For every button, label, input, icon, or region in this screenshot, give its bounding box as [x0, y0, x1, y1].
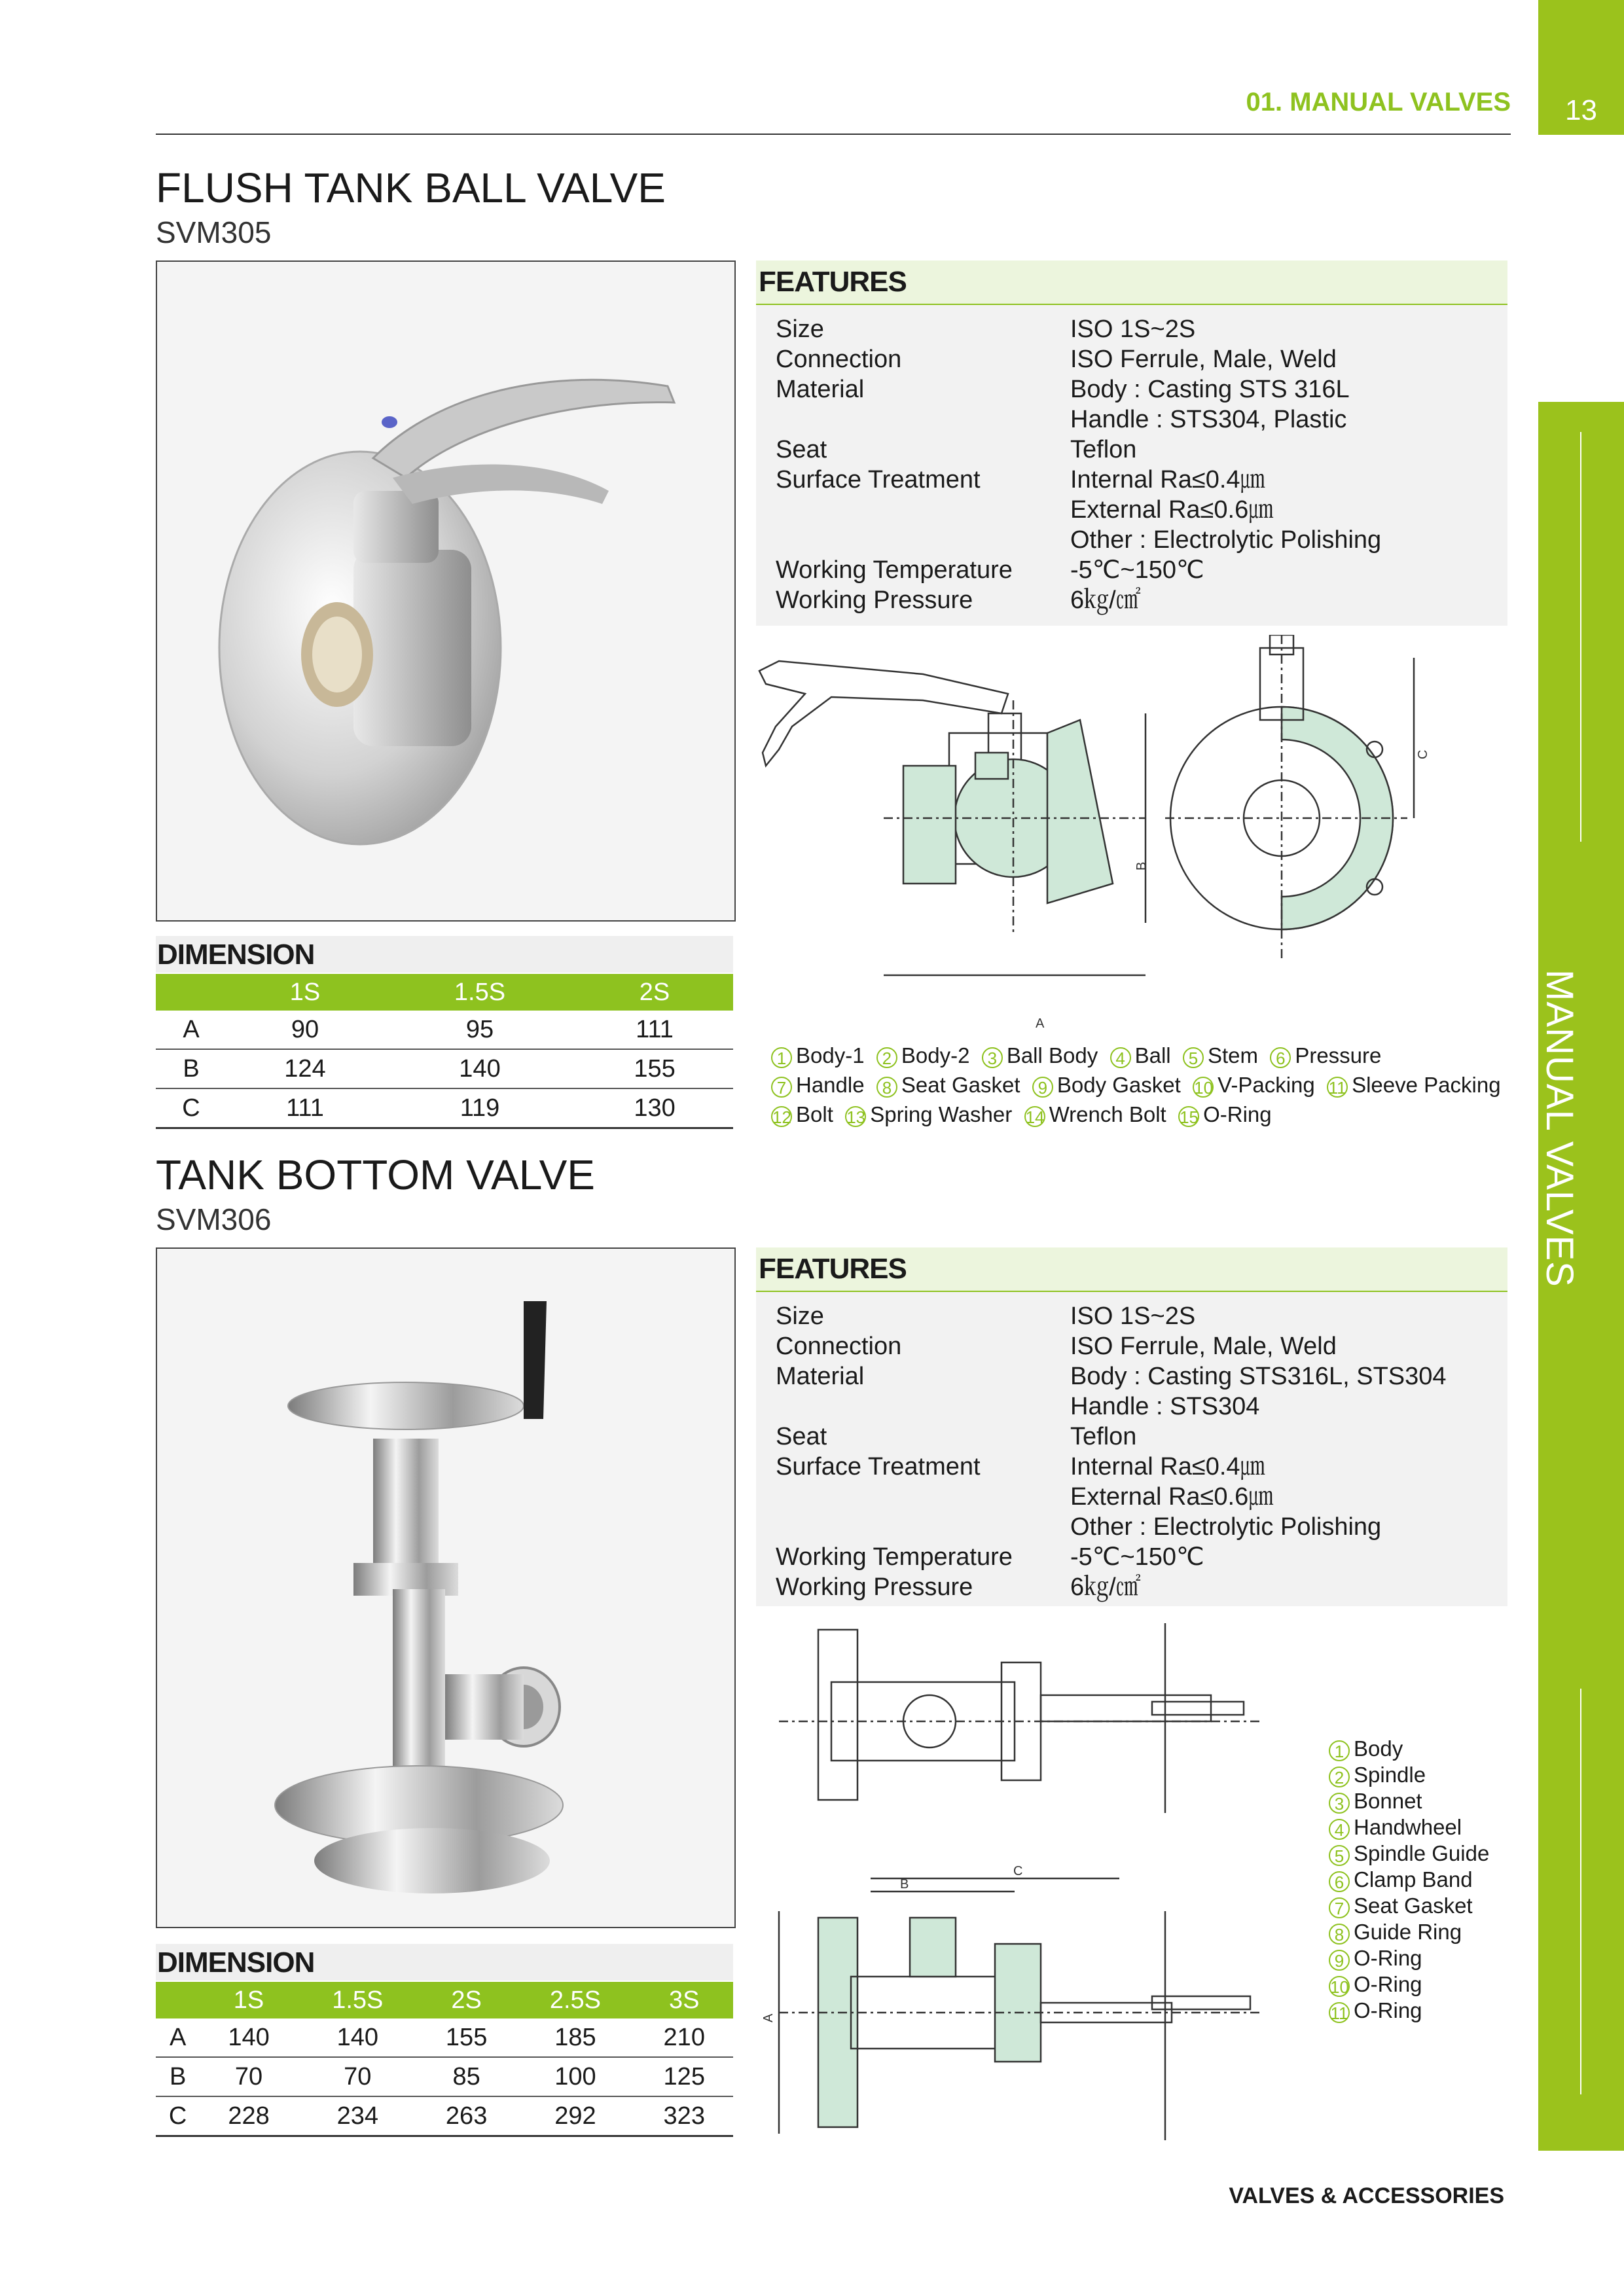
table-cell: 85: [418, 2057, 515, 2096]
part-name: Wrench Bolt: [1049, 1102, 1166, 1126]
table-cell: 95: [384, 1011, 576, 1049]
table-cell: 140: [200, 2018, 297, 2057]
list-item: [1329, 1971, 1525, 1998]
feature-row: [756, 1422, 1507, 1452]
table-cell: 140: [384, 1049, 576, 1088]
list-item: [1329, 1945, 1525, 1971]
feature-row: [756, 1301, 1507, 1331]
table-cell: B: [156, 1049, 226, 1088]
part-number-badge: 4: [1329, 1819, 1350, 1840]
list-item: [1329, 1788, 1525, 1814]
ball-valve-technical-drawing: [753, 635, 1506, 1028]
features-list: [756, 1292, 1507, 1606]
feature-value: External Ra≤0.6㎛: [1070, 1483, 1274, 1511]
side-tab-label: MANUAL VALVES: [1538, 969, 1581, 1287]
part-name: Spring Washer: [870, 1102, 1013, 1126]
feature-value: -5℃~150℃: [1070, 1543, 1204, 1571]
feature-label: [756, 1391, 1070, 1422]
part-name: Guide Ring: [1354, 1920, 1462, 1944]
feature-row: [756, 1361, 1507, 1391]
table-cell: A: [156, 2018, 200, 2057]
part-number-badge: 10: [1330, 1977, 1349, 1997]
part-name: Stem: [1207, 1043, 1258, 1067]
feature-value: Internal Ra≤0.4㎛: [1070, 1453, 1265, 1480]
table-row: [156, 1011, 733, 1049]
part-name: Handwheel: [1354, 1815, 1462, 1839]
part-name: Bonnet: [1354, 1789, 1422, 1813]
product-photo: [156, 260, 736, 922]
part-number-badge: 9: [1329, 1950, 1350, 1971]
feature-value: -5℃~150℃: [1070, 556, 1204, 584]
table-header-cell: 1S: [200, 1982, 297, 2018]
part-name: Spindle Guide: [1354, 1841, 1490, 1865]
product-title: FLUSH TANK BALL VALVE: [156, 164, 666, 211]
feature-value: ISO Ferrule, Male, Weld: [1070, 1333, 1337, 1360]
feature-value: External Ra≤0.6㎛: [1070, 496, 1274, 524]
feature-label: Seat: [776, 1423, 827, 1450]
list-item: [1329, 1814, 1525, 1840]
page-number-tab: [1538, 0, 1624, 135]
part-number-badge: 15: [1180, 1107, 1199, 1127]
list-item: [1329, 1919, 1525, 1945]
feature-value: ISO 1S~2S: [1070, 315, 1196, 343]
table-cell: 70: [298, 2057, 418, 2096]
part-name: Spindle: [1354, 1763, 1426, 1787]
part-number-badge: 8: [1329, 1924, 1350, 1945]
part-number-badge: 14: [1025, 1107, 1045, 1127]
feature-label: Connection: [776, 346, 902, 373]
table-header-cell: 2S: [576, 974, 733, 1011]
dimension-heading: DIMENSION: [157, 1946, 315, 1979]
table-cell: B: [156, 2057, 200, 2096]
table-cell: 292: [515, 2096, 635, 2136]
dimension-label-c: C: [1416, 749, 1430, 759]
part-number-badge: 5: [1183, 1047, 1204, 1068]
part-name: V-Packing: [1218, 1073, 1315, 1097]
table-cell: 125: [636, 2057, 733, 2096]
table-cell: 185: [515, 2018, 635, 2057]
feature-value: Teflon: [1070, 1423, 1137, 1450]
part-number-badge: 13: [846, 1107, 866, 1127]
feature-label: Size: [776, 1302, 824, 1330]
table-cell: 130: [576, 1088, 733, 1128]
part-name: Clamp Band: [1354, 1867, 1473, 1892]
feature-row: [756, 404, 1507, 435]
table-cell: 155: [576, 1049, 733, 1088]
table-header-cell: 2.5S: [515, 1982, 635, 2018]
table-row: [156, 1088, 733, 1128]
feature-label: Seat: [776, 436, 827, 463]
feature-label: [756, 1512, 1070, 1542]
list-item: [1329, 1736, 1525, 1762]
part-number-badge: 3: [982, 1047, 1003, 1068]
table-cell: 70: [200, 2057, 297, 2096]
feature-value: Body : Casting STS316L, STS304: [1070, 1363, 1447, 1390]
feature-label: [756, 1482, 1070, 1512]
table-cell: 90: [226, 1011, 384, 1049]
footer-text: VALVES & ACCESSORIES: [1229, 2183, 1504, 2208]
product-photo: [156, 1247, 736, 1928]
feature-label: Material: [776, 376, 865, 403]
feature-label: Working Pressure: [776, 586, 973, 614]
feature-value: Handle : STS304, Plastic: [1070, 406, 1347, 433]
parts-legend: [1329, 1736, 1525, 2024]
feature-value: 6㎏/㎠: [1070, 1573, 1141, 1601]
part-number-badge: 3: [1329, 1793, 1350, 1814]
part-name: O-Ring: [1354, 1998, 1422, 2022]
features-heading: FEATURES: [759, 266, 907, 298]
product-title: TANK BOTTOM VALVE: [156, 1151, 595, 1198]
table-header-cell: 3S: [636, 1982, 733, 2018]
part-number-badge: 9: [1032, 1077, 1053, 1098]
section-title: 01. MANUAL VALVES: [1246, 88, 1511, 117]
feature-label: Connection: [776, 1333, 902, 1360]
parts-legend-line: [771, 1100, 1511, 1129]
part-number-badge: 11: [1327, 1077, 1348, 1098]
table-header-cell: 2S: [418, 1982, 515, 2018]
part-number-badge: 4: [1110, 1047, 1131, 1068]
feature-row: [756, 344, 1507, 374]
table-cell: A: [156, 1011, 226, 1049]
dimension-label-c: C: [1013, 1864, 1023, 1878]
table-cell: 210: [636, 2018, 733, 2057]
part-name: O-Ring: [1354, 1946, 1422, 1970]
feature-label: Material: [776, 1363, 865, 1390]
feature-label: Surface Treatment: [776, 1453, 981, 1480]
table-cell: 111: [226, 1088, 384, 1128]
table-cell: 234: [298, 2096, 418, 2136]
feature-row: [756, 1512, 1507, 1542]
features-list: [756, 305, 1507, 626]
part-number-badge: 8: [876, 1077, 897, 1098]
product-code: SVM306: [156, 1202, 272, 1236]
feature-label: [756, 525, 1070, 555]
dimension-heading-bar: [156, 936, 733, 973]
feature-label: Working Temperature: [776, 1543, 1013, 1571]
part-name: Body-2: [901, 1043, 970, 1067]
table-row: [156, 2057, 733, 2096]
feature-row: [756, 555, 1507, 585]
part-name: Bolt: [796, 1102, 833, 1126]
dimension-table: [156, 974, 733, 1129]
part-name: Seat Gasket: [901, 1073, 1020, 1097]
feature-row: [756, 1572, 1507, 1602]
feature-row: [756, 1452, 1507, 1482]
list-item: [1329, 1840, 1525, 1867]
part-number-badge: 12: [772, 1107, 791, 1127]
part-number-badge: 5: [1329, 1845, 1350, 1866]
page-number: 13: [1565, 94, 1597, 126]
part-number-badge: 7: [771, 1077, 792, 1098]
header-divider: [156, 134, 1511, 135]
part-number-badge: 11: [1329, 2002, 1350, 2023]
part-name: Ball: [1134, 1043, 1171, 1067]
part-number-badge: 6: [1270, 1047, 1291, 1068]
side-category-tab: [1538, 402, 1624, 2151]
table-cell: 124: [226, 1049, 384, 1088]
features-heading: FEATURES: [759, 1253, 907, 1285]
dimension-label-a: A: [761, 2013, 776, 2022]
parts-legend-line: [771, 1070, 1511, 1100]
part-name: Sleeve Packing: [1352, 1073, 1501, 1097]
dimension-label-a: A: [1036, 1016, 1045, 1028]
feature-label: [756, 404, 1070, 435]
feature-value: Body : Casting STS 316L: [1070, 376, 1350, 403]
part-number-badge: 2: [876, 1047, 897, 1068]
table-header-cell: 1S: [226, 974, 384, 1011]
list-item: [1329, 1893, 1525, 1919]
table-row: [156, 2018, 733, 2057]
tank-bottom-valve-technical-drawing: [753, 1617, 1329, 2153]
table-cell: 155: [418, 2018, 515, 2057]
part-number-badge: 2: [1329, 1767, 1350, 1787]
part-name: Body-1: [796, 1043, 865, 1067]
table-header-cell: 1.5S: [384, 974, 576, 1011]
part-number-badge: 10: [1194, 1078, 1214, 1098]
part-name: Seat Gasket: [1354, 1893, 1473, 1918]
dimension-label-b: B: [900, 1877, 909, 1892]
part-name: O-Ring: [1354, 1972, 1422, 1996]
side-tab-line-top: [1580, 432, 1581, 842]
part-name: Handle: [796, 1073, 865, 1097]
table-cell: C: [156, 2096, 200, 2136]
feature-row: [756, 525, 1507, 555]
feature-row: [756, 314, 1507, 344]
part-name: Body: [1354, 1736, 1403, 1761]
tank-bottom-valve-photo-illustration: [157, 1249, 734, 1927]
feature-row: [756, 1542, 1507, 1572]
list-item: [1329, 1762, 1525, 1788]
table-row: [156, 2096, 733, 2136]
table-header-cell: [156, 974, 226, 1011]
feature-row: [756, 374, 1507, 404]
feature-value: Other : Electrolytic Polishing: [1070, 1513, 1382, 1541]
table-cell: C: [156, 1088, 226, 1128]
table-header-cell: [156, 1982, 200, 2018]
feature-value: Handle : STS304: [1070, 1393, 1260, 1420]
table-row: [156, 1049, 733, 1088]
feature-row: [756, 495, 1507, 525]
list-item: [1329, 1867, 1525, 1893]
part-name: Ball Body: [1006, 1043, 1098, 1067]
feature-row: [756, 1331, 1507, 1361]
dimension-table: [156, 1982, 733, 2137]
feature-row: [756, 1391, 1507, 1422]
table-cell: 100: [515, 2057, 635, 2096]
feature-label: Working Pressure: [776, 1573, 973, 1601]
part-name: Body Gasket: [1056, 1073, 1181, 1097]
feature-row: [756, 465, 1507, 495]
parts-legend-line: [771, 1041, 1511, 1070]
features-heading-bar: [756, 1247, 1507, 1292]
dimension-heading-bar: [156, 1944, 733, 1981]
ball-valve-photo-illustration: [157, 262, 734, 920]
feature-value: Internal Ra≤0.4㎛: [1070, 466, 1265, 493]
parts-legend: [771, 1041, 1511, 1129]
dimension-label-b: B: [1134, 861, 1149, 870]
feature-value: 6㎏/㎠: [1070, 586, 1141, 614]
table-cell: 323: [636, 2096, 733, 2136]
table-header-cell: 1.5S: [298, 1982, 418, 2018]
feature-label: [756, 495, 1070, 525]
feature-value: Teflon: [1070, 436, 1137, 463]
list-item: [1329, 1998, 1525, 2024]
dimension-heading: DIMENSION: [157, 939, 315, 971]
feature-row: [756, 585, 1507, 615]
side-tab-line-bottom: [1580, 1689, 1581, 2094]
part-number-badge: 7: [1329, 1897, 1350, 1918]
part-number-badge: 6: [1329, 1871, 1350, 1892]
table-cell: 263: [418, 2096, 515, 2136]
part-name: Pressure: [1295, 1043, 1382, 1067]
product-code: SVM305: [156, 215, 272, 249]
table-cell: 111: [576, 1011, 733, 1049]
feature-value: ISO Ferrule, Male, Weld: [1070, 346, 1337, 373]
feature-value: Other : Electrolytic Polishing: [1070, 526, 1382, 554]
part-number-badge: 1: [1329, 1740, 1350, 1761]
feature-value: ISO 1S~2S: [1070, 1302, 1196, 1330]
table-cell: 140: [298, 2018, 418, 2057]
feature-row: [756, 435, 1507, 465]
feature-label: Surface Treatment: [776, 466, 981, 493]
table-cell: 119: [384, 1088, 576, 1128]
part-number-badge: 1: [771, 1047, 792, 1068]
feature-row: [756, 1482, 1507, 1512]
part-name: O-Ring: [1203, 1102, 1272, 1126]
features-heading-bar: [756, 260, 1507, 305]
table-cell: 228: [200, 2096, 297, 2136]
feature-label: Working Temperature: [776, 556, 1013, 584]
feature-label: Size: [776, 315, 824, 343]
